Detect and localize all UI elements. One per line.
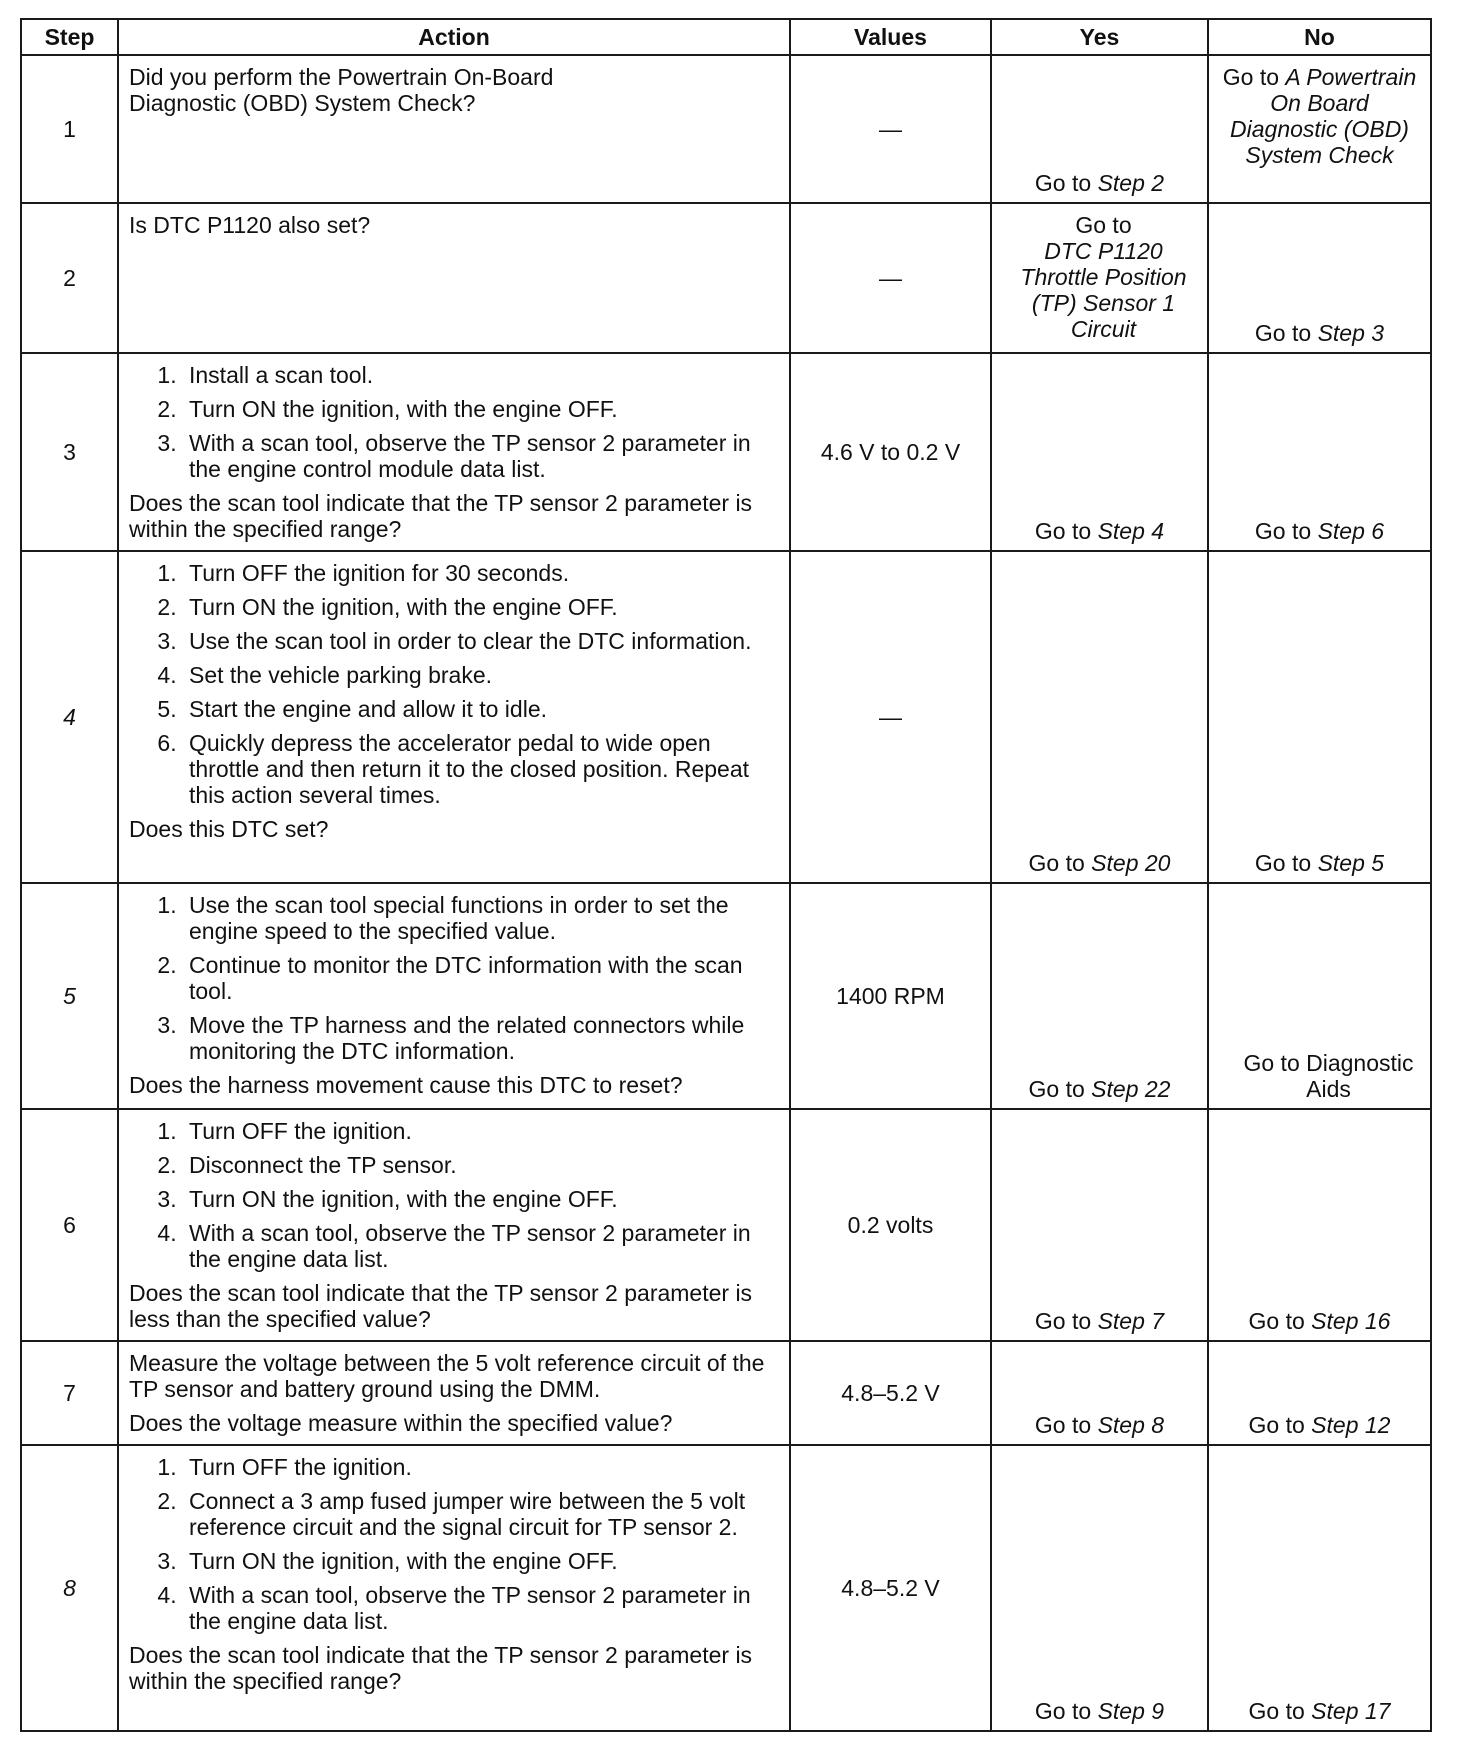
step-number: 3 bbox=[21, 353, 118, 551]
instruction-item: 1. Install a scan tool. bbox=[183, 362, 779, 388]
instruction-item: 2. Continue to monitor the DTC information with the scan tool. bbox=[183, 952, 779, 1004]
no-cell bbox=[1208, 1109, 1431, 1341]
value-cell: 4.8–5.2 V bbox=[790, 1445, 991, 1731]
instruction-item: 3. Turn ON the ignition, with the engine OFF. bbox=[183, 1548, 779, 1574]
no-prefix: Go to bbox=[1248, 1308, 1312, 1335]
table-row bbox=[21, 55, 1431, 203]
no-link[interactable]: Step 12 bbox=[1311, 1412, 1391, 1439]
value-cell: 1400 RPM bbox=[790, 883, 991, 1109]
action-text: Is DTC P1120 also set? bbox=[129, 212, 371, 238]
no-cell bbox=[1208, 551, 1431, 883]
table-row bbox=[21, 1109, 1431, 1341]
instruction-item: 1. Turn OFF the ignition. bbox=[183, 1118, 779, 1144]
yes-prefix: Go to bbox=[1028, 1076, 1092, 1103]
instruction-item: 2. Turn ON the ignition, with the engine OFF. bbox=[183, 594, 779, 620]
no-link[interactable]: A Powertrain On Board Diagnostic (OBD) System Check bbox=[1230, 64, 1417, 168]
action-text: Measure the voltage between the 5 volt reference circuit of the TP sensor and battery ground using the DMM. bbox=[129, 1350, 765, 1402]
header-row bbox=[21, 19, 1431, 55]
no-prefix: Go to bbox=[1222, 64, 1286, 90]
table-row bbox=[21, 353, 1431, 551]
no-prefix: Go to bbox=[1254, 850, 1318, 877]
action-cell bbox=[118, 883, 790, 1109]
instruction-item: 1. Turn OFF the ignition. bbox=[183, 1454, 779, 1480]
step-number: 4 bbox=[21, 551, 118, 883]
no-cell bbox=[1208, 55, 1431, 203]
table-row bbox=[21, 1341, 1431, 1445]
yes-cell bbox=[991, 883, 1208, 1109]
step-number: 8 bbox=[21, 1445, 118, 1731]
header-yes: Yes bbox=[991, 19, 1208, 55]
instruction-item: 1. Turn OFF the ignition for 30 seconds. bbox=[183, 560, 779, 586]
table-row bbox=[21, 1445, 1431, 1731]
instruction-item: 4. With a scan tool, observe the TP sensor 2 parameter in the engine data list. bbox=[183, 1582, 779, 1634]
instruction-list bbox=[129, 892, 779, 1064]
yes-cell bbox=[991, 55, 1208, 203]
yes-link[interactable]: Step 9 bbox=[1097, 1698, 1165, 1725]
value-cell: — bbox=[790, 203, 991, 353]
yes-link[interactable]: Step 7 bbox=[1097, 1308, 1165, 1335]
yes-prefix: Go to bbox=[1034, 1698, 1098, 1725]
action-cell bbox=[118, 1109, 790, 1341]
action-cell bbox=[118, 551, 790, 883]
no-prefix: Go to bbox=[1254, 320, 1318, 347]
question-text: Does the harness movement cause this DTC to reset? bbox=[129, 1071, 683, 1098]
action-cell bbox=[118, 55, 790, 203]
instruction-list bbox=[129, 1454, 779, 1634]
yes-cell bbox=[991, 1341, 1208, 1445]
question-text: Does the voltage measure within the specified value? bbox=[129, 1409, 673, 1436]
instruction-item: 4. With a scan tool, observe the TP sensor 2 parameter in the engine data list. bbox=[183, 1220, 779, 1272]
value-cell: 4.6 V to 0.2 V bbox=[790, 353, 991, 551]
instruction-item: 5. Start the engine and allow it to idle. bbox=[183, 696, 779, 722]
yes-link[interactable]: Step 8 bbox=[1097, 1412, 1165, 1439]
question-text: Does the scan tool indicate that the TP sensor 2 parameter is within the specified range? bbox=[129, 1641, 753, 1694]
instruction-item: 3. With a scan tool, observe the TP sensor 2 parameter in the engine control module data list. bbox=[183, 430, 779, 482]
instruction-item: 4. Set the vehicle parking brake. bbox=[183, 662, 779, 688]
yes-prefix: Go to bbox=[1034, 518, 1098, 545]
no-link[interactable]: Step 5 bbox=[1317, 850, 1385, 877]
value-cell: 0.2 volts bbox=[790, 1109, 991, 1341]
table-row bbox=[21, 551, 1431, 883]
yes-link[interactable]: DTC P1120 Throttle Position (TP) Sensor 1 Circuit bbox=[1020, 237, 1187, 342]
instruction-item: 2. Connect a 3 amp fused jumper wire between the 5 volt reference circuit and the signal circuit for TP sensor 2. bbox=[183, 1488, 779, 1540]
table-row bbox=[21, 203, 1431, 353]
instruction-item: 3. Use the scan tool in order to clear the DTC information. bbox=[183, 628, 779, 654]
no-cell bbox=[1208, 353, 1431, 551]
instruction-item: 2. Turn ON the ignition, with the engine OFF. bbox=[183, 396, 779, 422]
no-link[interactable]: Step 17 bbox=[1311, 1698, 1391, 1725]
no-cell bbox=[1208, 1341, 1431, 1445]
yes-prefix: Go to bbox=[1034, 1412, 1098, 1439]
yes-prefix: Go to bbox=[1034, 1308, 1098, 1335]
question-text: Does this DTC set? bbox=[129, 815, 329, 842]
yes-prefix: Go to bbox=[1028, 850, 1092, 877]
no-cell bbox=[1208, 883, 1431, 1109]
yes-cell bbox=[991, 353, 1208, 551]
header-action: Action bbox=[118, 19, 790, 55]
value-cell: 4.8–5.2 V bbox=[790, 1341, 991, 1445]
no-prefix: Go to bbox=[1248, 1698, 1312, 1725]
value-cell: — bbox=[790, 551, 991, 883]
instruction-item: 6. Quickly depress the accelerator pedal to wide open throttle and then return it to the closed position. Repeat this action several times. bbox=[183, 730, 779, 808]
value-cell: — bbox=[790, 55, 991, 203]
step-number: 5 bbox=[21, 883, 118, 1109]
instruction-item: 1. Use the scan tool special functions in order to set the engine speed to the specified value. bbox=[183, 892, 779, 944]
yes-link[interactable]: Step 20 bbox=[1091, 850, 1171, 877]
step-number: 1 bbox=[21, 55, 118, 203]
header-step: Step bbox=[21, 19, 118, 55]
no-prefix: Go to bbox=[1248, 1412, 1312, 1439]
instruction-list bbox=[129, 560, 779, 808]
no-cell bbox=[1208, 1445, 1431, 1731]
header-values: Values bbox=[790, 19, 991, 55]
action-text: Did you perform the Powertrain On-Board Diagnostic (OBD) System Check? bbox=[129, 64, 554, 116]
no-prefix: Go to bbox=[1254, 518, 1318, 545]
yes-prefix: Go to bbox=[1075, 212, 1132, 238]
no-link[interactable]: Go to Diagnostic Aids bbox=[1243, 1050, 1414, 1103]
instruction-item: 3. Move the TP harness and the related connectors while monitoring the DTC information. bbox=[183, 1012, 779, 1064]
yes-cell bbox=[991, 203, 1208, 353]
yes-link[interactable]: Step 4 bbox=[1097, 518, 1165, 545]
yes-link[interactable]: Step 2 bbox=[1097, 170, 1165, 197]
no-link[interactable]: Step 16 bbox=[1311, 1308, 1391, 1335]
action-cell bbox=[118, 353, 790, 551]
instruction-item: 2. Disconnect the TP sensor. bbox=[183, 1152, 779, 1178]
yes-cell bbox=[991, 551, 1208, 883]
yes-cell bbox=[991, 1445, 1208, 1731]
action-cell bbox=[118, 1445, 790, 1731]
yes-prefix: Go to bbox=[1034, 170, 1098, 197]
step-number: 7 bbox=[21, 1341, 118, 1445]
question-text: Does the scan tool indicate that the TP sensor 2 parameter is less than the specified value? bbox=[129, 1279, 753, 1332]
yes-link[interactable]: Step 22 bbox=[1091, 1076, 1171, 1103]
no-link[interactable]: Step 6 bbox=[1317, 518, 1385, 545]
action-cell bbox=[118, 1341, 790, 1445]
instruction-list bbox=[129, 1118, 779, 1272]
diagnostic-table bbox=[20, 18, 1432, 1732]
instruction-list bbox=[129, 362, 779, 482]
step-number: 2 bbox=[21, 203, 118, 353]
instruction-item: 3. Turn ON the ignition, with the engine OFF. bbox=[183, 1186, 779, 1212]
no-cell bbox=[1208, 203, 1431, 353]
header-no: No bbox=[1208, 19, 1431, 55]
table-row bbox=[21, 883, 1431, 1109]
question-text: Does the scan tool indicate that the TP sensor 2 parameter is within the specified range? bbox=[129, 489, 753, 542]
action-cell bbox=[118, 203, 790, 353]
no-link[interactable]: Step 3 bbox=[1317, 320, 1385, 347]
yes-cell bbox=[991, 1109, 1208, 1341]
step-number: 6 bbox=[21, 1109, 118, 1341]
